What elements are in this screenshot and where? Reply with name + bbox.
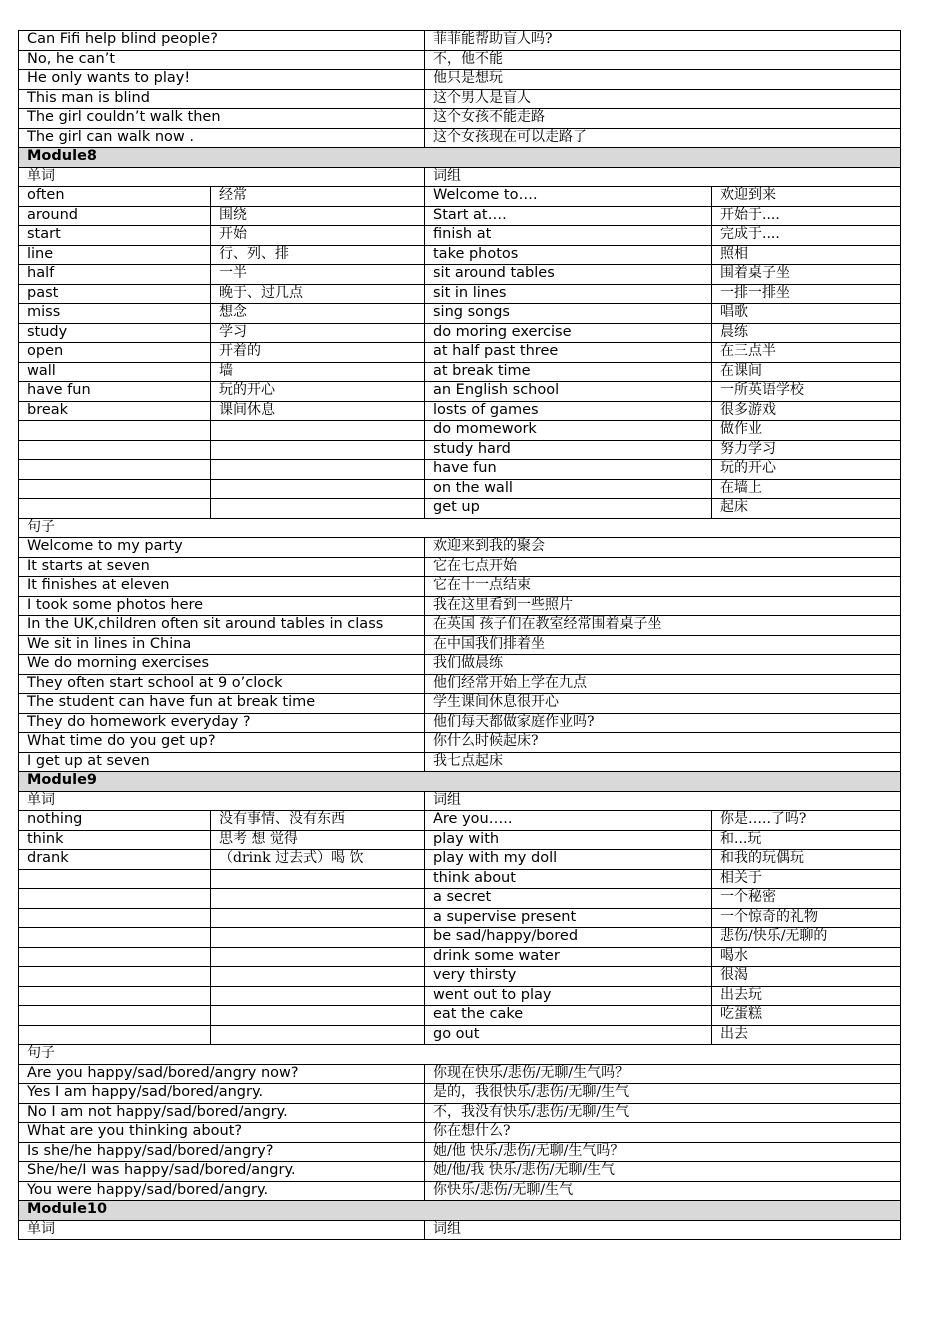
- sentence-row: [19, 635, 901, 655]
- sentence-chinese: 她/他/我 快乐/悲伤/无聊/生气: [425, 1162, 901, 1182]
- sentence-english: This man is blind: [19, 89, 425, 109]
- section-labels: [19, 1220, 901, 1240]
- sentence-english: We sit in lines in China: [19, 635, 425, 655]
- phrase: a supervise present: [425, 908, 712, 928]
- word-meaning: [211, 908, 425, 928]
- sentence-row: [19, 1142, 901, 1162]
- phrase-meaning: 做作业: [712, 421, 901, 441]
- word-meaning: 一半: [211, 265, 425, 285]
- word-meaning: 围绕: [211, 206, 425, 226]
- phrase-meaning: 和...玩: [712, 830, 901, 850]
- phrase-meaning: 欢迎到来: [712, 187, 901, 207]
- phrase-meaning: 唱歌: [712, 304, 901, 324]
- sentence-row: [19, 31, 901, 51]
- word: [19, 460, 211, 480]
- phrase-meaning: 一排一排坐: [712, 284, 901, 304]
- section-labels: [19, 167, 901, 187]
- word: line: [19, 245, 211, 265]
- vocab-row: [19, 499, 901, 519]
- phrase-meaning: 照相: [712, 245, 901, 265]
- sentence-chinese: 这个女孩不能走路: [425, 109, 901, 129]
- phrase-meaning: 悲伤/快乐/无聊的: [712, 928, 901, 948]
- word-meaning: [211, 1025, 425, 1045]
- phrase: Start at….: [425, 206, 712, 226]
- phrase: drink some water: [425, 947, 712, 967]
- word: [19, 1025, 211, 1045]
- sentence-row: [19, 674, 901, 694]
- sentence-english: It finishes at eleven: [19, 577, 425, 597]
- sentence-chinese: 你快乐/悲伤/无聊/生气: [425, 1181, 901, 1201]
- sentence-row: [19, 1103, 901, 1123]
- sentence-row: [19, 713, 901, 733]
- word: [19, 908, 211, 928]
- word-meaning: 晚于、过几点: [211, 284, 425, 304]
- phrase: went out to play: [425, 986, 712, 1006]
- sentence-chinese: 他们每天都做家庭作业吗?: [425, 713, 901, 733]
- sentence-english: Welcome to my party: [19, 538, 425, 558]
- word-meaning: 思考 想 觉得: [211, 830, 425, 850]
- sentence-row: [19, 50, 901, 70]
- sentence-english: The girl can walk now .: [19, 128, 425, 148]
- sentences-label: 句子: [19, 518, 901, 538]
- module-title: Module9: [19, 772, 901, 792]
- vocab-row: [19, 304, 901, 324]
- vocab-row: [19, 460, 901, 480]
- module-header: [19, 1201, 901, 1221]
- phrases-label: 词组: [425, 1220, 901, 1240]
- word: start: [19, 226, 211, 246]
- word: around: [19, 206, 211, 226]
- sentence-row: [19, 128, 901, 148]
- vocab-row: [19, 1025, 901, 1045]
- word: [19, 967, 211, 987]
- sentence-chinese: 你什么时候起床?: [425, 733, 901, 753]
- phrase: sing songs: [425, 304, 712, 324]
- phrase-meaning: 在墙上: [712, 479, 901, 499]
- sentence-chinese: 她/他 快乐/悲伤/无聊/生气吗？: [425, 1142, 901, 1162]
- sentence-english: The student can have fun at break time: [19, 694, 425, 714]
- word-meaning: 墙: [211, 362, 425, 382]
- vocab-row: [19, 421, 901, 441]
- vocab-row: [19, 245, 901, 265]
- phrase: an English school: [425, 382, 712, 402]
- word-meaning: 开始: [211, 226, 425, 246]
- word-meaning: [211, 869, 425, 889]
- sentence-chinese: 我们做晨练: [425, 655, 901, 675]
- vocab-row: [19, 850, 901, 870]
- phrase: Are you…..: [425, 811, 712, 831]
- sentence-row: [19, 70, 901, 90]
- phrase: at half past three: [425, 343, 712, 363]
- phrase-meaning: 一所英语学校: [712, 382, 901, 402]
- sentence-english: Is she/he happy/sad/bored/angry?: [19, 1142, 425, 1162]
- module-header: [19, 772, 901, 792]
- word: wall: [19, 362, 211, 382]
- phrase-meaning: 喝水: [712, 947, 901, 967]
- sentence-chinese: 不，他不能: [425, 50, 901, 70]
- word: [19, 421, 211, 441]
- word: [19, 889, 211, 909]
- sentence-english: The girl couldn’t walk then: [19, 109, 425, 129]
- section-labels: [19, 791, 901, 811]
- sentence-english: It starts at seven: [19, 557, 425, 577]
- word: nothing: [19, 811, 211, 831]
- word: [19, 499, 211, 519]
- word-meaning: 玩的开心: [211, 382, 425, 402]
- sentence-chinese: 他只是想玩: [425, 70, 901, 90]
- word: have fun: [19, 382, 211, 402]
- phrase-meaning: 和我的玩偶玩: [712, 850, 901, 870]
- word-meaning: [211, 1006, 425, 1026]
- word-meaning: 学习: [211, 323, 425, 343]
- sentence-english: She/he/I was happy/sad/bored/angry.: [19, 1162, 425, 1182]
- sentence-row: [19, 1162, 901, 1182]
- phrase-meaning: 围着桌子坐: [712, 265, 901, 285]
- sentence-english: Can Fifi help blind people?: [19, 31, 425, 51]
- phrase: do moring exercise: [425, 323, 712, 343]
- phrase: very thirsty: [425, 967, 712, 987]
- module-title: Module8: [19, 148, 901, 168]
- sentence-row: [19, 89, 901, 109]
- phrase: at break time: [425, 362, 712, 382]
- word-meaning: [211, 440, 425, 460]
- words-label: 单词: [19, 791, 425, 811]
- word-meaning: [211, 947, 425, 967]
- phrase-meaning: 完成于....: [712, 226, 901, 246]
- word: [19, 947, 211, 967]
- vocab-row: [19, 811, 901, 831]
- vocab-row: [19, 343, 901, 363]
- phrase-meaning: 很多游戏: [712, 401, 901, 421]
- word: often: [19, 187, 211, 207]
- vocab-row: [19, 362, 901, 382]
- vocabulary-page: [18, 30, 900, 1240]
- phrase: have fun: [425, 460, 712, 480]
- sentence-english: They do homework everyday ?: [19, 713, 425, 733]
- vocab-row: [19, 265, 901, 285]
- sentences-label-row: [19, 1045, 901, 1065]
- word-meaning: 行、列、排: [211, 245, 425, 265]
- vocab-row: [19, 226, 901, 246]
- sentence-chinese: 不，我没有快乐/悲伤/无聊/生气: [425, 1103, 901, 1123]
- sentence-chinese: 你在想什么?: [425, 1123, 901, 1143]
- sentence-english: No, he can’t: [19, 50, 425, 70]
- sentence-chinese: 我七点起床: [425, 752, 901, 772]
- word-meaning: [211, 499, 425, 519]
- phrase-meaning: 起床: [712, 499, 901, 519]
- word: [19, 479, 211, 499]
- sentence-row: [19, 655, 901, 675]
- word-meaning: 没有事情、没有东西: [211, 811, 425, 831]
- sentence-chinese: 你现在快乐/悲伤/无聊/生气吗？: [425, 1064, 901, 1084]
- vocab-row: [19, 479, 901, 499]
- vocab-row: [19, 908, 901, 928]
- words-label: 单词: [19, 167, 425, 187]
- vocab-row: [19, 323, 901, 343]
- word: break: [19, 401, 211, 421]
- phrase: go out: [425, 1025, 712, 1045]
- word-meaning: [211, 421, 425, 441]
- phrase-meaning: 玩的开心: [712, 460, 901, 480]
- sentence-english: No I am not happy/sad/bored/angry.: [19, 1103, 425, 1123]
- word: [19, 869, 211, 889]
- sentence-chinese: 在中国我们排着坐: [425, 635, 901, 655]
- word-meaning: （drink 过去式）喝 饮: [211, 850, 425, 870]
- vocab-row: [19, 284, 901, 304]
- phrase: sit in lines: [425, 284, 712, 304]
- sentence-row: [19, 616, 901, 636]
- word-meaning: [211, 967, 425, 987]
- word: past: [19, 284, 211, 304]
- sentence-english: You were happy/sad/bored/angry.: [19, 1181, 425, 1201]
- word: miss: [19, 304, 211, 324]
- sentence-english: Are you happy/sad/bored/angry now?: [19, 1064, 425, 1084]
- vocab-row: [19, 206, 901, 226]
- word: half: [19, 265, 211, 285]
- word-meaning: 经常: [211, 187, 425, 207]
- sentences-label-row: [19, 518, 901, 538]
- sentence-chinese: 我在这里看到一些照片: [425, 596, 901, 616]
- phrase: a secret: [425, 889, 712, 909]
- sentence-row: [19, 577, 901, 597]
- word: [19, 986, 211, 1006]
- phrase: on the wall: [425, 479, 712, 499]
- phrase: be sad/happy/bored: [425, 928, 712, 948]
- word-meaning: 开着的: [211, 343, 425, 363]
- module-title: Module10: [19, 1201, 901, 1221]
- word: study: [19, 323, 211, 343]
- sentence-chinese: 他们经常开始上学在九点: [425, 674, 901, 694]
- phrase: eat the cake: [425, 1006, 712, 1026]
- vocab-row: [19, 889, 901, 909]
- phrase-meaning: 努力学习: [712, 440, 901, 460]
- phrase-meaning: 出去玩: [712, 986, 901, 1006]
- word-meaning: 课间休息: [211, 401, 425, 421]
- vocab-row: [19, 440, 901, 460]
- sentence-row: [19, 109, 901, 129]
- vocab-row: [19, 928, 901, 948]
- sentence-row: [19, 538, 901, 558]
- vocab-row: [19, 1006, 901, 1026]
- sentence-chinese: 它在十一点结束: [425, 577, 901, 597]
- word-meaning: [211, 928, 425, 948]
- vocab-row: [19, 947, 901, 967]
- phrase-meaning: 出去: [712, 1025, 901, 1045]
- sentence-row: [19, 1123, 901, 1143]
- phrase: study hard: [425, 440, 712, 460]
- phrase: think about: [425, 869, 712, 889]
- phrase-meaning: 一个秘密: [712, 889, 901, 909]
- sentences-label: 句子: [19, 1045, 901, 1065]
- phrase-meaning: 在三点半: [712, 343, 901, 363]
- vocab-row: [19, 967, 901, 987]
- vocab-row: [19, 830, 901, 850]
- word-meaning: [211, 986, 425, 1006]
- phrase-meaning: 很渴: [712, 967, 901, 987]
- sentence-row: [19, 752, 901, 772]
- phrase-meaning: 吃蛋糕: [712, 1006, 901, 1026]
- vocab-row: [19, 187, 901, 207]
- sentence-row: [19, 596, 901, 616]
- sentence-chinese: 这个女孩现在可以走路了: [425, 128, 901, 148]
- phrase: finish at: [425, 226, 712, 246]
- phrase: losts of games: [425, 401, 712, 421]
- word: [19, 928, 211, 948]
- sentence-english: In the UK,children often sit around tables in class: [19, 616, 425, 636]
- sentence-chinese: 它在七点开始: [425, 557, 901, 577]
- sentence-row: [19, 1084, 901, 1104]
- sentence-english: What time do you get up?: [19, 733, 425, 753]
- sentence-chinese: 这个男人是盲人: [425, 89, 901, 109]
- phrase: do momework: [425, 421, 712, 441]
- word: [19, 1006, 211, 1026]
- word-meaning: [211, 460, 425, 480]
- sentence-row: [19, 1181, 901, 1201]
- phrase-meaning: 晨练: [712, 323, 901, 343]
- sentence-chinese: 是的，我很快乐/悲伤/无聊/生气: [425, 1084, 901, 1104]
- sentence-chinese: 欢迎来到我的聚会: [425, 538, 901, 558]
- sentence-row: [19, 733, 901, 753]
- phrase: sit around tables: [425, 265, 712, 285]
- sentence-row: [19, 557, 901, 577]
- sentence-row: [19, 1064, 901, 1084]
- sentence-english: They often start school at 9 o’clock: [19, 674, 425, 694]
- sentence-english: Yes I am happy/sad/bored/angry.: [19, 1084, 425, 1104]
- sentence-english: What are you thinking about?: [19, 1123, 425, 1143]
- word-meaning: [211, 479, 425, 499]
- phrase-meaning: 开始于....: [712, 206, 901, 226]
- phrase: play with my doll: [425, 850, 712, 870]
- phrase-meaning: 相关于: [712, 869, 901, 889]
- word-meaning: 想念: [211, 304, 425, 324]
- sentence-chinese: 在英国 孩子们在教室经常围着桌子坐: [425, 616, 901, 636]
- word: [19, 440, 211, 460]
- phrase-meaning: 一个惊奇的礼物: [712, 908, 901, 928]
- phrase: play with: [425, 830, 712, 850]
- word-meaning: [211, 889, 425, 909]
- vocab-row: [19, 986, 901, 1006]
- vocabulary-table: [18, 30, 901, 1240]
- sentence-english: He only wants to play!: [19, 70, 425, 90]
- phrase-meaning: 你是…..了吗?: [712, 811, 901, 831]
- phrases-label: 词组: [425, 167, 901, 187]
- phrase: get up: [425, 499, 712, 519]
- word: think: [19, 830, 211, 850]
- word: drank: [19, 850, 211, 870]
- vocab-row: [19, 401, 901, 421]
- phrase: Welcome to….: [425, 187, 712, 207]
- phrase: take photos: [425, 245, 712, 265]
- module-header: [19, 148, 901, 168]
- phrases-label: 词组: [425, 791, 901, 811]
- phrase-meaning: 在课间: [712, 362, 901, 382]
- sentence-english: I took some photos here: [19, 596, 425, 616]
- word: open: [19, 343, 211, 363]
- sentence-english: We do morning exercises: [19, 655, 425, 675]
- sentence-english: I get up at seven: [19, 752, 425, 772]
- sentence-chinese: 学生课间休息很开心: [425, 694, 901, 714]
- sentence-row: [19, 694, 901, 714]
- vocab-row: [19, 382, 901, 402]
- words-label: 单词: [19, 1220, 425, 1240]
- sentence-chinese: 菲菲能帮助盲人吗?: [425, 31, 901, 51]
- vocab-row: [19, 869, 901, 889]
